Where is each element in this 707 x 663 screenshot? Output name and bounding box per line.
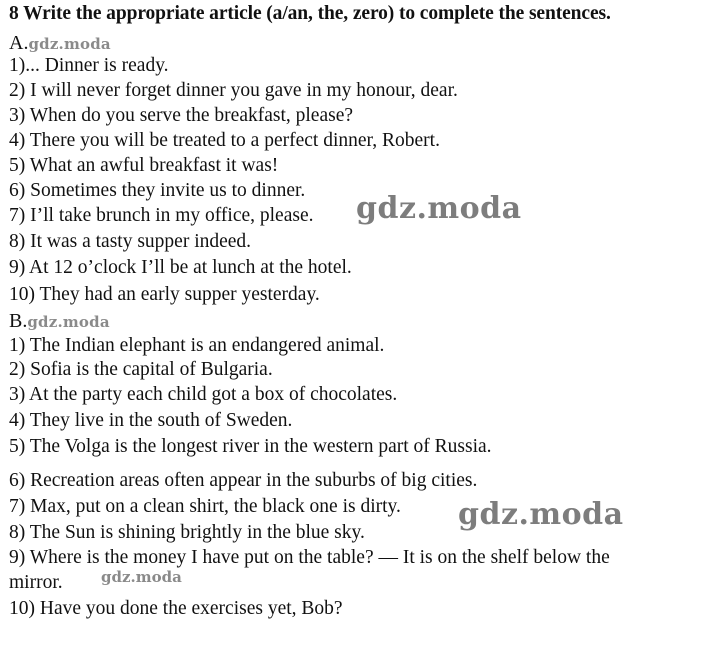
section-a-item-2: 2) I will never forget dinner you gave in my honour, dear. bbox=[9, 80, 458, 101]
section-b-item-3: 3) At the party each child got a box of chocolates. bbox=[9, 384, 398, 405]
section-a-header bbox=[9, 31, 111, 56]
section-b-item-9: 9) Where is the money I have put on the table? — It is on the shelf below the bbox=[9, 547, 610, 568]
section-a-item-7: 7) I’ll take brunch in my office, please. bbox=[9, 205, 314, 226]
section-a-item-8: 8) It was a tasty supper indeed. bbox=[9, 231, 252, 252]
section-b-item-9-continued: mirror. bbox=[9, 572, 63, 593]
section-a-item-4: 4) There you will be treated to a perfect dinner, Robert. bbox=[9, 130, 440, 151]
section-a-item-5: 5) What an awful breakfast it was! bbox=[9, 155, 279, 176]
section-a-item-1: 1)... Dinner is ready. bbox=[9, 55, 169, 76]
exercise-title: 8 Write the appropriate article (a/an, the, zero) to complete the sentences. bbox=[9, 3, 611, 24]
section-b-item-4: 4) They live in the south of Sweden. bbox=[9, 410, 293, 431]
section-b-item-8: 8) The Sun is shining brightly in the blue sky. bbox=[9, 522, 365, 543]
watermark-logo-large: gdz.moda bbox=[356, 191, 522, 226]
section-b-item-6: 6) Recreation areas often appear in the suburbs of big cities. bbox=[9, 470, 478, 491]
section-a-item-3: 3) When do you serve the breakfast, please? bbox=[9, 105, 354, 126]
section-b-item-10: 10) Have you done the exercises yet, Bob? bbox=[9, 598, 343, 619]
section-a-item-9: 9) At 12 o’clock I’ll be at lunch at the hotel. bbox=[9, 257, 352, 278]
section-b-header bbox=[9, 309, 110, 334]
section-a-item-10: 10) They had an early supper yesterday. bbox=[9, 284, 320, 305]
section-b-item-1: 1) The Indian elephant is an endangered animal. bbox=[9, 335, 385, 356]
section-a-label: A. bbox=[9, 32, 29, 54]
watermark-logo: gdz.moda bbox=[28, 35, 111, 53]
section-a-item-6: 6) Sometimes they invite us to dinner. bbox=[9, 180, 306, 201]
section-b-label: B. bbox=[9, 310, 28, 332]
section-b-item-7: 7) Max, put on a clean shirt, the black one is dirty. bbox=[9, 496, 401, 517]
section-b-item-2: 2) Sofia is the capital of Bulgaria. bbox=[9, 359, 273, 380]
watermark-logo-large: gdz.moda bbox=[458, 497, 624, 532]
watermark-logo: gdz.moda bbox=[27, 313, 110, 331]
section-b-item-5: 5) The Volga is the longest river in the western part of Russia. bbox=[9, 436, 492, 457]
watermark-logo: gdz.moda bbox=[101, 568, 182, 586]
